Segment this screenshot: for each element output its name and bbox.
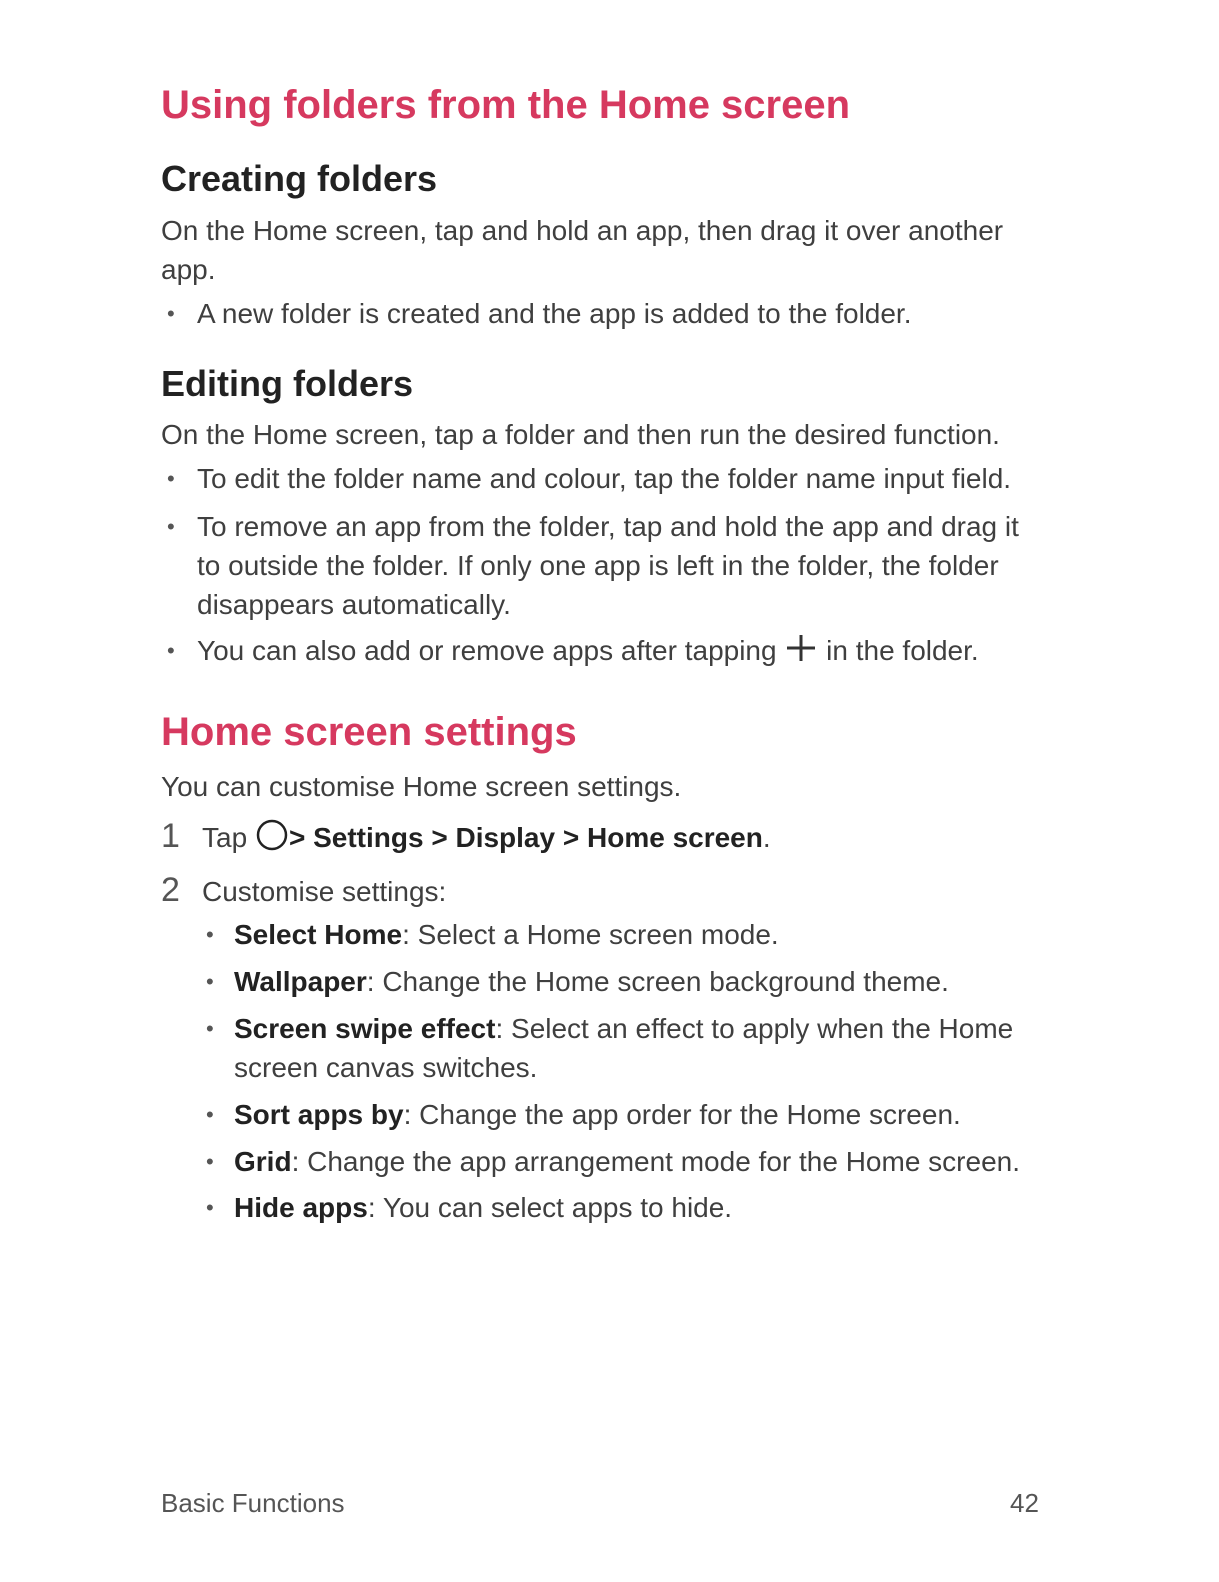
option-screen-swipe-effect bbox=[206, 1009, 1049, 1087]
footer-chapter: Basic Functions bbox=[161, 1488, 345, 1518]
option-wallpaper bbox=[206, 962, 1049, 1001]
option-desc: : Change the Home screen background theme. bbox=[366, 966, 949, 997]
editing-bullet-add-pre: You can also add or remove apps after tapping bbox=[197, 635, 777, 666]
option-grid bbox=[206, 1142, 1049, 1181]
step-1-tap: Tap bbox=[202, 822, 248, 853]
step-1 bbox=[161, 817, 771, 862]
step-2-text: Customise settings: bbox=[202, 876, 447, 907]
editing-bullet-remove bbox=[167, 507, 1047, 624]
option-term: Grid bbox=[234, 1146, 292, 1177]
option-term: Screen swipe effect bbox=[234, 1013, 496, 1044]
section-title-using-folders: Using folders from the Home screen bbox=[161, 83, 851, 127]
option-desc: : Select an effect to apply when the Home screen canvas switches. bbox=[234, 1013, 1014, 1083]
path-separator: > bbox=[288, 822, 306, 853]
creating-bullet-text: A new folder is created and the app is added to the folder. bbox=[197, 298, 912, 329]
path-settings: Settings bbox=[313, 822, 424, 853]
editing-folders-body: On the Home screen, tap a folder and then run the desired function. bbox=[161, 419, 1000, 450]
creating-folders-body: On the Home screen, tap and hold an app, then drag it over another app. bbox=[161, 215, 1004, 285]
option-hide-apps bbox=[206, 1188, 1049, 1227]
option-select-home bbox=[206, 915, 1049, 954]
step-1-end: . bbox=[762, 822, 771, 853]
path-separator: > bbox=[431, 822, 448, 853]
option-desc: : Select a Home screen mode. bbox=[402, 919, 779, 950]
heading-creating-folders: Creating folders bbox=[161, 158, 438, 199]
step-number: 1 bbox=[161, 817, 180, 855]
bullet-dot: • bbox=[206, 1102, 214, 1127]
option-sort-apps-by bbox=[206, 1095, 1049, 1134]
step-number: 2 bbox=[161, 871, 180, 909]
bullet-dot: • bbox=[206, 969, 214, 994]
option-term: Hide apps bbox=[234, 1192, 368, 1223]
editing-bullet-add-post: in the folder. bbox=[826, 635, 979, 666]
bullet-dot: • bbox=[206, 922, 214, 947]
option-term: Wallpaper bbox=[234, 966, 367, 997]
option-desc: : Change the app order for the Home screen. bbox=[403, 1099, 961, 1130]
option-term: Sort apps by bbox=[234, 1099, 404, 1130]
bullet-dot: • bbox=[206, 1016, 214, 1041]
path-display: Display bbox=[455, 822, 556, 853]
plus-icon bbox=[784, 633, 818, 673]
option-desc: : You can select apps to hide. bbox=[367, 1192, 733, 1223]
bullet-dot: • bbox=[167, 301, 175, 326]
bullet-dot: • bbox=[167, 514, 175, 539]
editing-bullet-rename bbox=[167, 459, 1047, 498]
bullet-dot: • bbox=[167, 638, 175, 663]
bullet-dot: • bbox=[206, 1195, 214, 1220]
path-home-screen: Home screen bbox=[587, 822, 763, 853]
home-circle-icon bbox=[255, 818, 289, 862]
footer-page-number: 42 bbox=[1010, 1488, 1039, 1518]
option-desc: : Change the app arrangement mode for the Home screen. bbox=[291, 1146, 1020, 1177]
editing-bullet-rename-text: To edit the folder name and colour, tap the folder name input field. bbox=[197, 463, 1012, 494]
bullet-dot: • bbox=[167, 466, 175, 491]
heading-editing-folders: Editing folders bbox=[161, 363, 413, 404]
step-2 bbox=[161, 871, 446, 911]
path-separator: > bbox=[562, 822, 580, 853]
editing-bullet-remove-text: To remove an app from the folder, tap and hold the app and drag it to outside the folder. If only one app is left in the folder, the folder disappears automatically. bbox=[197, 511, 1019, 620]
option-term: Select Home bbox=[234, 919, 403, 950]
editing-bullet-add bbox=[167, 631, 1047, 673]
bullet-dot: • bbox=[206, 1149, 214, 1174]
section-title-home-screen-settings: Home screen settings bbox=[161, 710, 577, 754]
home-settings-intro: You can customise Home screen settings. bbox=[161, 771, 682, 802]
creating-bullet-item bbox=[167, 294, 1047, 333]
